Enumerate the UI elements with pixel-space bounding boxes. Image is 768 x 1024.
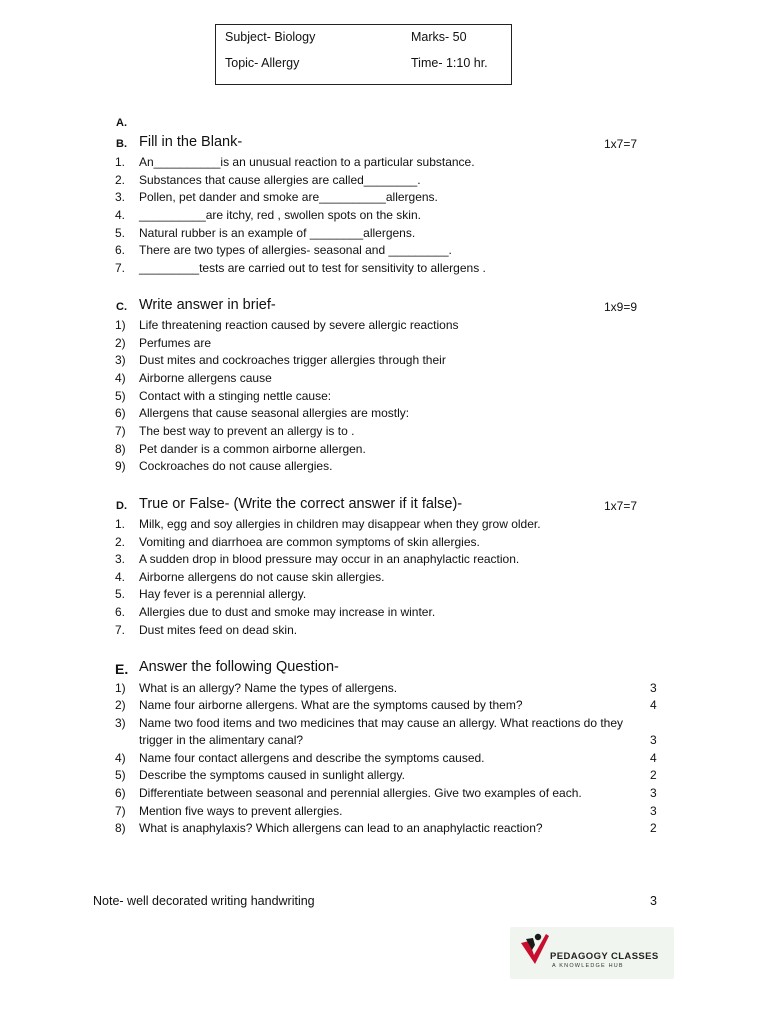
item-number: 9) <box>115 459 126 473</box>
item-text: Mention five ways to prevent allergies. <box>139 804 343 818</box>
item-number: 6. <box>115 243 126 257</box>
list-item <box>0 587 768 604</box>
section-c-title: Write answer in brief- <box>139 297 276 313</box>
item-number: 7) <box>115 424 126 438</box>
item-number: 4) <box>115 751 126 765</box>
item-number: 5. <box>115 226 126 240</box>
list-item <box>0 716 768 733</box>
list-item <box>0 424 768 441</box>
item-text: Airborne allergens cause <box>139 371 272 385</box>
list-item <box>0 804 768 821</box>
item-text: Cockroaches do not cause allergies. <box>139 459 333 473</box>
list-item <box>0 605 768 622</box>
item-text: Substances that cause allergies are called________. <box>139 173 421 187</box>
list-item <box>0 681 768 698</box>
list-item <box>0 535 768 552</box>
item-number: 6) <box>115 406 126 420</box>
item-number: 7. <box>115 261 126 275</box>
item-text: Life threatening reaction caused by severe allergic reactions <box>139 318 459 332</box>
item-marks: 3 <box>650 733 657 747</box>
item-text: A sudden drop in blood pressure may occur in an anaphylactic reaction. <box>139 552 520 566</box>
item-number: 6) <box>115 786 126 800</box>
logo-head <box>535 934 541 940</box>
list-item <box>0 226 768 243</box>
item-text: Differentiate between seasonal and perennial allergies. Give two examples of each. <box>139 786 582 800</box>
item-number: 2) <box>115 336 126 350</box>
item-text: Describe the symptoms caused in sunlight allergy. <box>139 768 405 782</box>
item-text: Pet dander is a common airborne allergen. <box>139 442 366 456</box>
item-number: 1) <box>115 318 126 332</box>
list-item <box>0 570 768 587</box>
list-item <box>0 623 768 640</box>
section-e-letter: E. <box>115 661 129 677</box>
list-item <box>0 768 768 785</box>
item-text: trigger in the alimentary canal? <box>139 733 304 747</box>
item-marks: 4 <box>650 698 657 712</box>
item-number: 5. <box>115 587 126 601</box>
item-number: 2. <box>115 535 126 549</box>
item-number: 7. <box>115 623 126 637</box>
list-item <box>0 371 768 388</box>
list-item <box>0 173 768 190</box>
list-item <box>0 243 768 260</box>
item-number: 1) <box>115 681 126 695</box>
logo-name: PEDAGOGY CLASSES <box>550 951 659 962</box>
item-text: Name four airborne allergens. What are the symptoms caused by them? <box>139 698 523 712</box>
item-text: The best way to prevent an allergy is to . <box>139 424 355 438</box>
item-number: 8) <box>115 821 126 835</box>
note-marks: 3 <box>650 894 657 908</box>
item-text: Allergens that cause seasonal allergies are mostly: <box>139 406 410 420</box>
section-a-letter: A. <box>116 117 127 129</box>
item-marks: 3 <box>650 786 657 800</box>
list-item <box>0 821 768 838</box>
exam-header-box <box>215 24 512 85</box>
item-number: 5) <box>115 768 126 782</box>
list-item <box>0 155 768 172</box>
item-text: Vomiting and diarrhoea are common symptoms of skin allergies. <box>139 535 480 549</box>
section-b-marks: 1x7=7 <box>604 137 638 151</box>
item-text: Contact with a stinging nettle cause: <box>139 389 332 403</box>
item-number: 2) <box>115 698 126 712</box>
item-number: 4. <box>115 208 126 222</box>
section-b-letter: B. <box>116 138 127 150</box>
subject-label: Subject- Biology <box>225 30 316 44</box>
item-marks: 2 <box>650 768 657 782</box>
pedagogy-classes-logo <box>510 927 674 979</box>
item-number: 6. <box>115 605 126 619</box>
item-marks: 2 <box>650 821 657 835</box>
item-number: 1. <box>115 155 126 169</box>
list-item <box>0 751 768 768</box>
list-item <box>0 208 768 225</box>
time-label: Time- 1:10 hr. <box>411 56 488 70</box>
note-text: Note- well decorated writing handwriting <box>93 894 315 908</box>
list-item <box>0 786 768 803</box>
item-text: What is an allergy? Name the types of allergens. <box>139 681 398 695</box>
item-number: 3) <box>115 353 126 367</box>
item-text: Allergies due to dust and smoke may increase in winter. <box>139 605 436 619</box>
item-text: What is anaphylaxis? Which allergens can lead to an anaphylactic reaction? <box>139 821 543 835</box>
list-item <box>0 353 768 370</box>
section-d-letter: D. <box>116 500 127 512</box>
logo-red-check <box>521 934 549 964</box>
topic-label: Topic- Allergy <box>225 56 300 70</box>
item-text: Name two food items and two medicines that may cause an allergy. What reactions do they <box>139 716 624 730</box>
checkmark-person-icon <box>518 931 552 965</box>
item-marks: 4 <box>650 751 657 765</box>
item-text: Perfumes are <box>139 336 212 350</box>
item-text: Natural rubber is an example of ________allergens. <box>139 226 416 240</box>
list-item <box>0 459 768 476</box>
logo-tagline: A KNOWLEDGE HUB <box>552 963 624 969</box>
section-c-letter: C. <box>116 301 127 313</box>
marks-label: Marks- 50 <box>411 30 467 44</box>
list-item <box>0 261 768 278</box>
item-text: An__________is an unusual reaction to a particular substance. <box>139 155 475 169</box>
list-item <box>0 389 768 406</box>
list-item <box>0 733 768 750</box>
item-text: There are two types of allergies- seasonal and _________. <box>139 243 452 257</box>
item-number: 7) <box>115 804 126 818</box>
item-number: 3. <box>115 190 126 204</box>
item-text: Pollen, pet dander and smoke are__________allergens. <box>139 190 438 204</box>
section-e-title: Answer the following Question- <box>139 659 339 675</box>
list-item <box>0 517 768 534</box>
item-text: Hay fever is a perennial allergy. <box>139 587 307 601</box>
item-marks: 3 <box>650 804 657 818</box>
item-text: Airborne allergens do not cause skin allergies. <box>139 570 385 584</box>
item-number: 1. <box>115 517 126 531</box>
section-c-marks: 1x9=9 <box>604 300 638 314</box>
list-item <box>0 190 768 207</box>
item-number: 2. <box>115 173 126 187</box>
item-number: 8) <box>115 442 126 456</box>
item-text: Name four contact allergens and describe the symptoms caused. <box>139 751 485 765</box>
item-number: 4. <box>115 570 126 584</box>
item-number: 3) <box>115 716 126 730</box>
item-text: __________are itchy, red , swollen spots on the skin. <box>139 208 421 222</box>
item-text: Milk, egg and soy allergies in children may disappear when they grow older. <box>139 517 541 531</box>
item-text: Dust mites feed on dead skin. <box>139 623 298 637</box>
item-marks: 3 <box>650 681 657 695</box>
section-b-title: Fill in the Blank- <box>139 134 243 150</box>
list-item <box>0 318 768 335</box>
section-d-marks: 1x7=7 <box>604 499 638 513</box>
list-item <box>0 406 768 423</box>
item-number: 5) <box>115 389 126 403</box>
item-text: Dust mites and cockroaches trigger allergies through their <box>139 353 446 367</box>
list-item <box>0 552 768 569</box>
section-d-title: True or False- (Write the correct answer if it false)- <box>139 496 463 512</box>
list-item <box>0 442 768 459</box>
item-number: 4) <box>115 371 126 385</box>
item-number: 3. <box>115 552 126 566</box>
list-item <box>0 698 768 715</box>
item-text: _________tests are carried out to test for sensitivity to allergens . <box>139 261 486 275</box>
list-item <box>0 336 768 353</box>
